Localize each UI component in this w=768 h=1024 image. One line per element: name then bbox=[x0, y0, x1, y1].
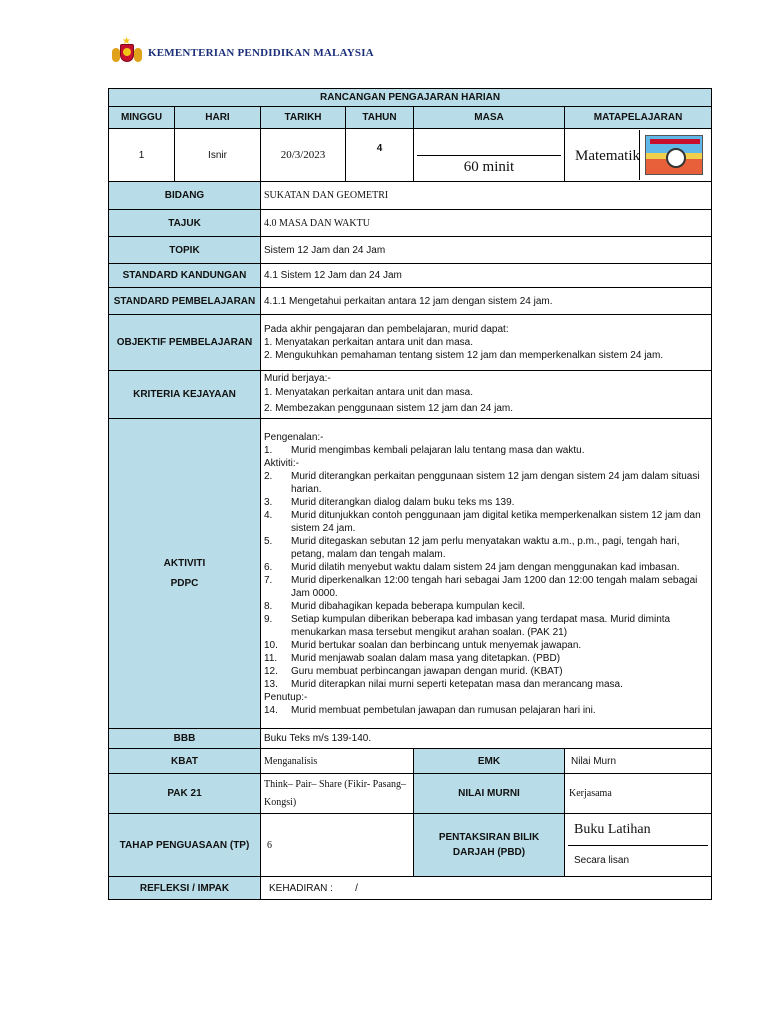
lesson-plan-table bbox=[108, 88, 712, 900]
aktiviti-value bbox=[261, 419, 712, 729]
activity-step: 5. Murid ditegaskan sebutan 12 jam perlu menyatakan waktu a.m., p.m., pagi, tengah hari, petang, malam dan tengah malam. bbox=[264, 535, 680, 560]
matapelajaran-value: Matematik bbox=[568, 130, 640, 180]
activity-step: 7. Murid diperkenalkan 12:00 tengah hari sebagai Jam 1200 dan 12:00 tengah malam sebagai Jam 0000. bbox=[264, 574, 698, 599]
tarikh-value: 20/3/2023 bbox=[261, 129, 346, 182]
activity-step: 1. Murid mengimbas kembali pelajaran lalu tentang masa dan waktu. bbox=[264, 444, 585, 456]
emk-label: EMK bbox=[414, 749, 565, 774]
minggu-value: 1 bbox=[109, 129, 175, 182]
bidang-label: BIDANG bbox=[109, 182, 261, 210]
kriteria-line: Murid berjaya:- bbox=[264, 373, 331, 384]
hari-value: Isnir bbox=[175, 129, 261, 182]
refleksi-value: KEHADIRAN : / bbox=[261, 877, 712, 900]
aktiviti-label-2: PDPC bbox=[170, 577, 199, 589]
tajuk-label: TAJUK bbox=[109, 210, 261, 237]
aktiviti-label bbox=[109, 419, 261, 729]
col-minggu: MINGGU bbox=[109, 107, 175, 129]
objektif-line: Pada akhir pengajaran dan pembelajaran, murid dapat: bbox=[264, 324, 509, 335]
page-header bbox=[112, 38, 374, 68]
activity-step: 9. Setiap kumpulan diberikan beberapa kad imbasan yang terdapat masa. Murid diminta menukarkan masa tersebut mengikut arahan soalan. (PAK 21) bbox=[264, 613, 671, 638]
pak21-value: Think– Pair– Share (Fikir- Pasang– Kongsi) bbox=[261, 774, 414, 814]
standard-pembelajaran-label: STANDARD PEMBELAJARAN bbox=[109, 288, 261, 315]
pbd-value-1: Buku Latihan bbox=[568, 815, 708, 846]
tahap-value: 6 bbox=[261, 814, 414, 877]
activity-step: 13. Murid diterapkan nilai murni seperti ketepatan masa dan merancang masa. bbox=[264, 678, 623, 690]
activity-step: 3. Murid diterangkan dialog dalam buku teks ms 139. bbox=[264, 496, 515, 508]
bbb-value: Buku Teks m/s 139-140. bbox=[261, 729, 712, 749]
tahap-label: TAHAP PENGUASAAN (TP) bbox=[109, 814, 261, 877]
pbd-cell bbox=[565, 814, 712, 877]
kriteria-line: 1. Menyatakan perkaitan antara unit dan masa. bbox=[264, 387, 474, 398]
standard-pembelajaran-value: 4.1.1 Mengetahui perkaitan antara 12 jam dengan sistem 24 jam. bbox=[261, 288, 712, 315]
pengenalan-heading: Pengenalan:- bbox=[264, 431, 324, 443]
masa-cell bbox=[414, 129, 565, 182]
aktiviti-heading: Aktiviti:- bbox=[264, 457, 299, 469]
activity-step: 4. Murid ditunjukkan contoh penggunaan jam digital ketika memperkenalkan sistem 12 jam dan sistem 24 jam. bbox=[264, 509, 701, 534]
kriteria-line: 2. Membezakan penggunaan sistem 12 jam dan 24 jam. bbox=[264, 403, 514, 414]
standard-kandungan-value: 4.1 Sistem 12 Jam dan 24 Jam bbox=[261, 264, 712, 288]
objektif-line: 2. Mengukuhkan pemahaman tentang sistem 12 jam dan memperkenalkan sistem 24 jam. bbox=[264, 350, 664, 361]
matapelajaran-cell bbox=[565, 129, 712, 182]
objektif-label: OBJEKTIF PEMBELAJARAN bbox=[109, 315, 261, 371]
col-tahun: TAHUN bbox=[346, 107, 414, 129]
activity-step: 11. Murid menjawab soalan dalam masa yang ditetapkan. (PBD) bbox=[264, 652, 561, 664]
activity-step: 2. Murid diterangkan perkaitan penggunaan sistem 12 jam dengan sistem 24 jam dalam situasi harian. bbox=[264, 470, 700, 495]
col-masa: MASA bbox=[414, 107, 565, 129]
kbat-label: KBAT bbox=[109, 749, 261, 774]
standard-kandungan-label: STANDARD KANDUNGAN bbox=[109, 264, 261, 288]
pak21-label: PAK 21 bbox=[109, 774, 261, 814]
activity-step: 12. Guru membuat perbincangan jawapan dengan murid. (KBAT) bbox=[264, 665, 563, 677]
kriteria-value bbox=[261, 371, 712, 419]
nilai-murni-label: NILAI MURNI bbox=[414, 774, 565, 814]
activity-step: 14. Murid membuat pembetulan jawapan dan rumusan pelajaran hari ini. bbox=[264, 704, 596, 716]
col-matapelajaran: MATAPELAJARAN bbox=[565, 107, 712, 129]
masa-value: 60 minit bbox=[463, 159, 515, 176]
objektif-value bbox=[261, 315, 712, 371]
col-hari: HARI bbox=[175, 107, 261, 129]
pbd-label: PENTAKSIRAN BILIK DARJAH (PBD) bbox=[414, 814, 565, 877]
tahun-value: 4 bbox=[346, 129, 414, 182]
ministry-crest-icon: ★ bbox=[112, 40, 142, 66]
math-thumbnail-icon bbox=[645, 135, 703, 175]
topik-value: Sistem 12 Jam dan 24 Jam bbox=[261, 237, 712, 264]
activity-step: 10. Murid bertukar soalan dan berbincang untuk menyemak jawapan. bbox=[264, 639, 582, 651]
plan-title: RANCANGAN PENGAJARAN HARIAN bbox=[109, 89, 712, 107]
activity-step: 8. Murid dibahagikan kepada beberapa kumpulan kecil. bbox=[264, 600, 526, 612]
aktiviti-label-1: AKTIVITI bbox=[163, 557, 206, 569]
objektif-line: 1. Menyatakan perkaitan antara unit dan masa. bbox=[264, 337, 474, 348]
penutup-heading: Penutup:- bbox=[264, 691, 308, 703]
activity-step: 6. Murid dilatih menyebut waktu dalam sistem 24 jam dengan menggunakan kad imbasan. bbox=[264, 561, 680, 573]
tajuk-value: 4.0 MASA DAN WAKTU bbox=[261, 210, 712, 237]
ministry-name: KEMENTERIAN PENDIDIKAN MALAYSIA bbox=[148, 47, 374, 59]
col-tarikh: TARIKH bbox=[261, 107, 346, 129]
bidang-value: SUKATAN DAN GEOMETRI bbox=[261, 182, 712, 210]
topik-label: TOPIK bbox=[109, 237, 261, 264]
emk-value: Nilai Murn bbox=[565, 749, 712, 774]
refleksi-label: REFLEKSI / IMPAK bbox=[109, 877, 261, 900]
pbd-value-2: Secara lisan bbox=[574, 854, 630, 866]
nilai-murni-value: Kerjasama bbox=[565, 774, 712, 814]
kbat-value: Menganalisis bbox=[261, 749, 414, 774]
kriteria-label: KRITERIA KEJAYAAN bbox=[109, 371, 261, 419]
bbb-label: BBB bbox=[109, 729, 261, 749]
